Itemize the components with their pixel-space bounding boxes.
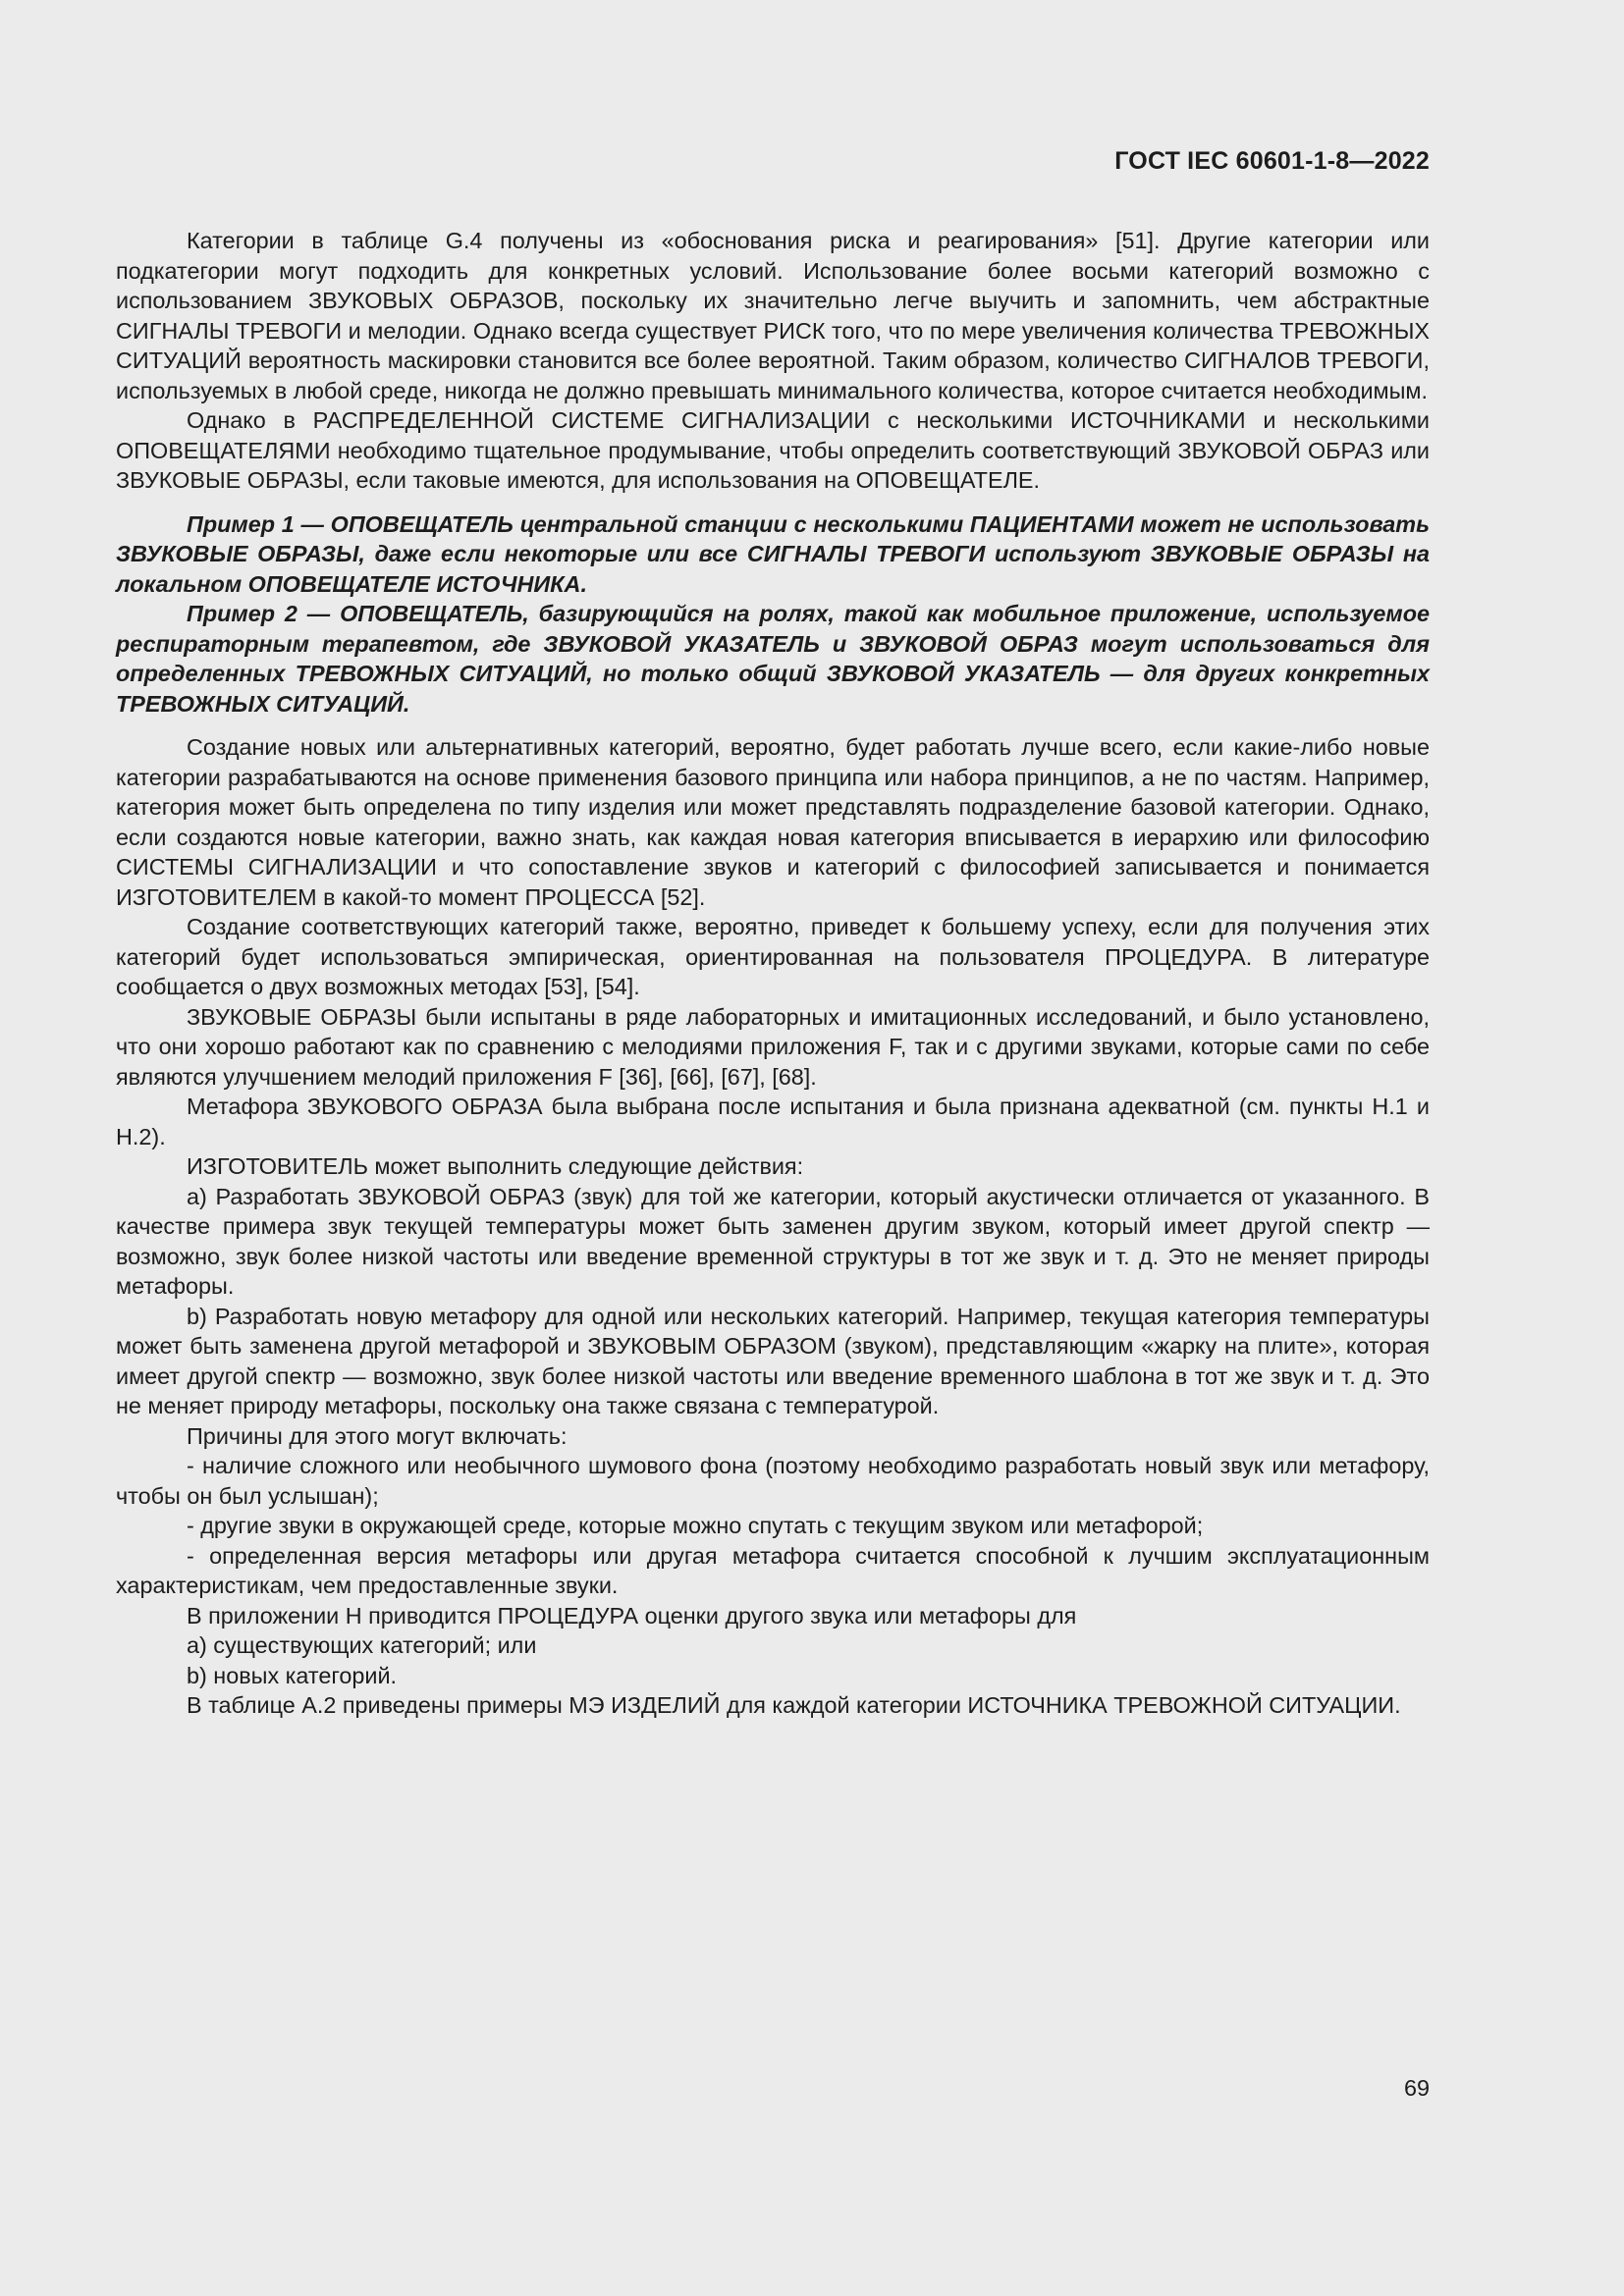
example-1: Пример 1 — ОПОВЕЩАТЕЛЬ центральной станции с несколькими ПАЦИЕНТАМИ может не использовать ЗВУКОВЫЕ ОБРАЗЫ, даже если некоторые или все СИГНАЛЫ ТРЕВОГИ используют ЗВУКОВЫЕ ОБРАЗЫ на локальном ОПОВЕЩАТЕЛЕ ИСТОЧНИКА. [116,510,1430,597]
page-number: 69 [1403,2075,1430,2101]
paragraph-auditory-icons-tested: ЗВУКОВЫЕ ОБРАЗЫ были испытаны в ряде лабораторных и имитационных исследований, и было установлено, что они хорошо работают как по сравнению с мелодиями приложения F, так и с другими звуками, которые сами по себе являются улучшением мелодий приложения F [36], [66], [67], [68]. [116,1003,1430,1090]
list-item-reason-confusion: - другие звуки в окружающей среде, которые можно спутать с текущим звуком или метафорой; [187,1513,1204,1538]
paragraph-annex-h-procedure: В приложении H приводится ПРОЦЕДУРА оценки другого звука или метафоры для [187,1602,1077,1629]
paragraph-distributed-system: Однако в РАСПРЕДЕЛЕННОЙ СИСТЕМЕ СИГНАЛИЗАЦИИ с несколькими ИСТОЧНИКАМИ и несколькими ОПОВЕЩАТЕЛЯМИ необходимо тщательное продумывание, чтобы определить соответствующий ЗВУКОВОЙ ОБРАЗ или ЗВУКОВЫЕ ОБРАЗЫ, если таковые имеются, для использования на ОПОВЕЩАТЕЛЕ. [116,407,1430,493]
paragraph-metaphor-chosen: Метафора ЗВУКОВОГО ОБРАЗА была выбрана после испытания и была признана адекватной (см. пункты H.1 и H.2). [116,1094,1430,1149]
list-item-reason-background: - наличие сложного или необычного шумового фона (поэтому необходимо разработать новый звук или метафору, чтобы он был услышан); [116,1453,1430,1509]
document-body [116,226,1430,1721]
list-item-reason-performance: - определенная версия метафоры или другая метафора считается способной к лучшим эксплуатационным характеристикам, чем предоставленные звуки. [116,1542,1430,1598]
paragraph-categories-intro: Категории в таблице G.4 получены из «обоснования риска и реагирования» [51]. Другие категории или подкатегории могут подходить для конкретных условий. Использование более восьми категорий возможно с использованием ЗВУКОВЫХ ОБРАЗОВ, поскольку их значительно легче выучить и запомнить, чем абстрактные СИГНАЛЫ ТРЕВОГИ и мелодии. Однако всегда существует РИСК того, что по мере увеличения количества ТРЕВОЖНЫХ СИТУАЦИЙ вероятность маскировки становится все более вероятной. Таким образом, количество СИГНАЛОВ ТРЕВОГИ, используемых в любой среде, никогда не должно превышать минимального количества, которое считается необходимым. [116,228,1430,403]
paragraph-manufacturer-actions: ИЗГОТОВИТЕЛЬ может выполнить следующие действия: [187,1153,804,1179]
document-standard-code: ГОСТ IEC 60601-1-8—2022 [1114,147,1430,175]
list-item-existing-categories: a) существующих категорий; или [187,1632,537,1658]
list-item-action-b: b) Разработать новую метафору для одной или нескольких категорий. Например, текущая категория температуры может быть заменена другой метафорой и ЗВУКОВЫМ ОБРАЗОМ (звуком), представляющим «жарку на плите», которая имеет другой спектр — возможно, звук более низкой частоты или введение временного шаблона в тот же звук и т. д. Это не меняет природу метафоры, поскольку она также связана с температурой. [116,1303,1430,1418]
paragraph-empirical-procedure: Создание соответствующих категорий также, вероятно, приведет к большему успеху, если для получения этих категорий будет использоваться эмпирическая, ориентированная на пользователя ПРОЦЕДУРА. В литературе сообщается о двух возможных методах [53], [54]. [116,914,1430,999]
paragraph-table-a2: В таблице A.2 приведены примеры МЭ ИЗДЕЛИЙ для каждой категории ИСТОЧНИКА ТРЕВОЖНОЙ СИТУАЦИИ. [187,1692,1401,1718]
paragraph-reasons: Причины для этого могут включать: [187,1422,568,1449]
list-item-action-a: a) Разработать ЗВУКОВОЙ ОБРАЗ (звук) для той же категории, который акустически отличается от указанного. В качестве примера звук текущей температуры может быть заменен другим звуком, который имеет другой спектр — возможно, звук более низкой частоты или введение временной структуры в тот же звук и т. д. Это не меняет природы метафоры. [116,1183,1430,1299]
paragraph-new-categories: Создание новых или альтернативных категорий, вероятно, будет работать лучше всего, если какие-либо новые категории разрабатываются на основе применения базового принципа или набора принципов, а не по частям. Например, категория может быть определена по типу изделия или может представлять подразделение базовой категории. Однако, если создаются новые категории, важно знать, как каждая новая категория вписывается в иерархию или философию СИСТЕМЫ СИГНАЛИЗАЦИИ и что сопоставление звуков и категорий с философией записывается и понимается ИЗГОТОВИТЕЛЕМ в какой-то момент ПРОЦЕССА [52]. [116,734,1430,910]
list-item-new-categories: b) новых категорий. [187,1662,398,1688]
example-2: Пример 2 — ОПОВЕЩАТЕЛЬ, базирующийся на ролях, такой как мобильное приложение, используемое респираторным терапевтом, где ЗВУКОВОЙ УКАЗАТЕЛЬ и ЗВУКОВОЙ ОБРАЗ могут использоваться для определенных ТРЕВОЖНЫХ СИТУАЦИЙ, но только общий ЗВУКОВОЙ УКАЗАТЕЛЬ — для других конкретных ТРЕВОЖНЫХ СИТУАЦИЙ. [116,601,1430,717]
